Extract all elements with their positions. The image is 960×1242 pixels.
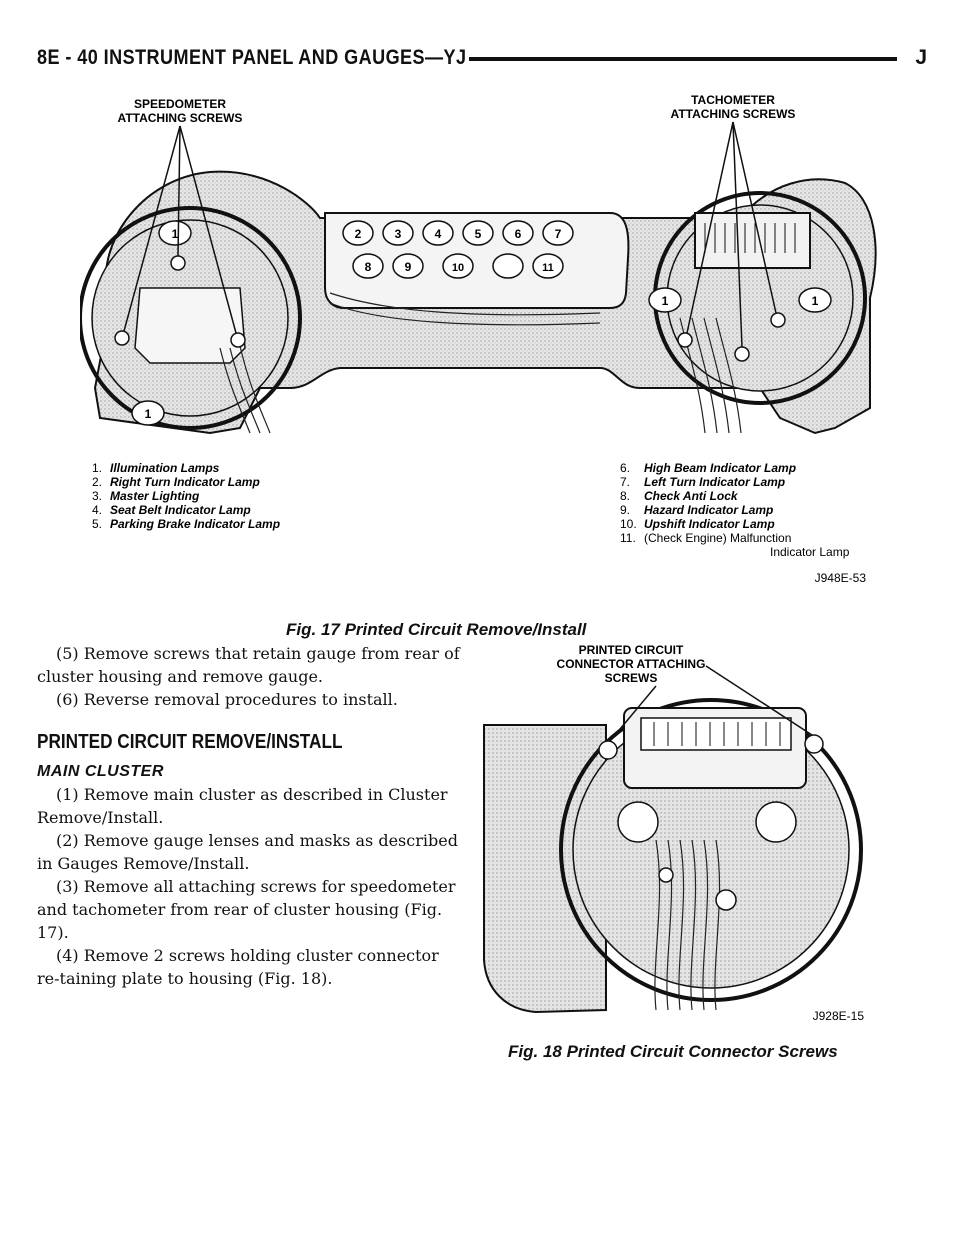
legend-text: Hazard Indicator Lamp: [644, 503, 774, 517]
header-rule: [469, 57, 897, 61]
legend-right: [620, 461, 850, 559]
legend-num: 4.: [92, 503, 103, 517]
tachometer-callout-line2: ATTACHING SCREWS: [670, 107, 796, 121]
illumination-lamp-tach-left: [649, 288, 681, 312]
socket-label: 1: [171, 227, 179, 241]
page-header-title: 8E - 40 INSTRUMENT PANEL AND GAUGES—YJ: [37, 46, 467, 69]
paragraph: (6) Reverse removal procedures to install.: [56, 690, 398, 709]
legend-text: Upshift Indicator Lamp: [644, 517, 775, 531]
socket-label: 9: [404, 260, 412, 274]
legend-text: Left Turn Indicator Lamp: [644, 475, 786, 489]
fig18-callout-line3: SCREWS: [604, 671, 658, 685]
socket-label: 7: [554, 227, 562, 241]
legend-num: 5.: [92, 517, 103, 531]
step-4: (4) Remove 2 screws holding cluster connector re-taining plate to housing (Fig. 18).: [37, 946, 439, 988]
lamp-socket-3: [383, 221, 413, 245]
legend-continuation: Indicator Lamp: [770, 545, 850, 559]
paragraph: (5) Remove screws that retain gauge from rear of cluster housing and remove gauge.: [37, 644, 460, 686]
step-2: (2) Remove gauge lenses and masks as described in Gauges Remove/Install.: [37, 831, 458, 873]
legend-text: Check Anti Lock: [644, 489, 738, 503]
lamp-socket-5: [463, 221, 493, 245]
legend-text: Right Turn Indicator Lamp: [110, 475, 260, 489]
fig18-callout-line1: PRINTED CIRCUIT: [578, 643, 684, 657]
figure-18-caption: Fig. 18 Printed Circuit Connector Screws: [508, 1042, 838, 1061]
legend-text: Master Lighting: [110, 489, 200, 503]
lamp-socket-8: [353, 254, 383, 278]
socket-label: 1: [144, 407, 152, 421]
legend-num: 8.: [620, 489, 631, 503]
figure-code: J948E-53: [814, 571, 866, 585]
socket-label: 3: [394, 227, 402, 241]
legend-num: 6.: [620, 461, 631, 475]
lamp-socket-9: [393, 254, 423, 278]
figure-17-caption: Fig. 17 Printed Circuit Remove/Install: [286, 620, 587, 639]
cluster-housing: [80, 172, 876, 433]
tachometer-callout-line1: TACHOMETER: [691, 93, 775, 107]
legend-text: High Beam Indicator Lamp: [644, 461, 797, 475]
tachometer-housing: [484, 700, 861, 1012]
legend-num: 10.: [620, 517, 637, 531]
legend-num: 3.: [92, 489, 103, 503]
illumination-lamp-speedo-top: [159, 221, 191, 245]
socket-label: 5: [474, 227, 482, 241]
legend-text: Seat Belt Indicator Lamp: [110, 503, 251, 517]
fig18-callout-line2: CONNECTOR ATTACHING: [556, 657, 706, 671]
socket-label: 11: [542, 262, 554, 274]
legend-text: (Check Engine) Malfunction: [644, 531, 792, 545]
section-heading: PRINTED CIRCUIT REMOVE/INSTALL: [37, 731, 343, 753]
lamp-socket-7: [543, 221, 573, 245]
lamp-socket-6: [503, 221, 533, 245]
figure-code: J928E-15: [812, 1009, 864, 1023]
lamp-socket-4: [423, 221, 453, 245]
figure-17-cluster-diagram: [80, 88, 880, 590]
step-1: (1) Remove main cluster as described in Cluster Remove/Install.: [37, 785, 448, 827]
speedometer-callout-line1: SPEEDOMETER: [133, 97, 227, 111]
figure-18-connector-diagram: [476, 640, 876, 1030]
illumination-lamp-tach-right: [799, 288, 831, 312]
speedometer-callout-line2: ATTACHING SCREWS: [117, 111, 243, 125]
socket-label: 8: [364, 260, 372, 274]
subsection-heading: MAIN CLUSTER: [37, 763, 164, 780]
socket-label: 1: [661, 294, 669, 308]
step-3: (3) Remove all attaching screws for speedometer and tachometer from rear of cluster housing (Fig. 17).: [37, 877, 456, 942]
socket-label: 10: [451, 262, 465, 274]
legend-text: Illumination Lamps: [110, 461, 220, 475]
illumination-lamp-speedo-bottom: [132, 401, 164, 425]
socket-label: 6: [514, 227, 522, 241]
socket-label: 1: [811, 294, 819, 308]
legend-text: Parking Brake Indicator Lamp: [110, 517, 281, 531]
lamp-socket-10: [443, 254, 473, 278]
legend-num: 7.: [620, 475, 631, 489]
legend-num: 1.: [92, 461, 103, 475]
socket-label: 2: [354, 227, 362, 241]
socket-label: 4: [434, 227, 442, 241]
body-text: [37, 642, 462, 990]
lamp-socket-blank: [493, 254, 523, 278]
legend-num: 2.: [92, 475, 103, 489]
lamp-socket-2: [343, 221, 373, 245]
legend-num: 11.: [620, 531, 636, 545]
lamp-socket-11: [533, 254, 563, 278]
legend-left: [92, 461, 280, 531]
page-header-letter: J: [915, 46, 927, 69]
legend-num: 9.: [620, 503, 631, 517]
page-header: [37, 44, 927, 74]
